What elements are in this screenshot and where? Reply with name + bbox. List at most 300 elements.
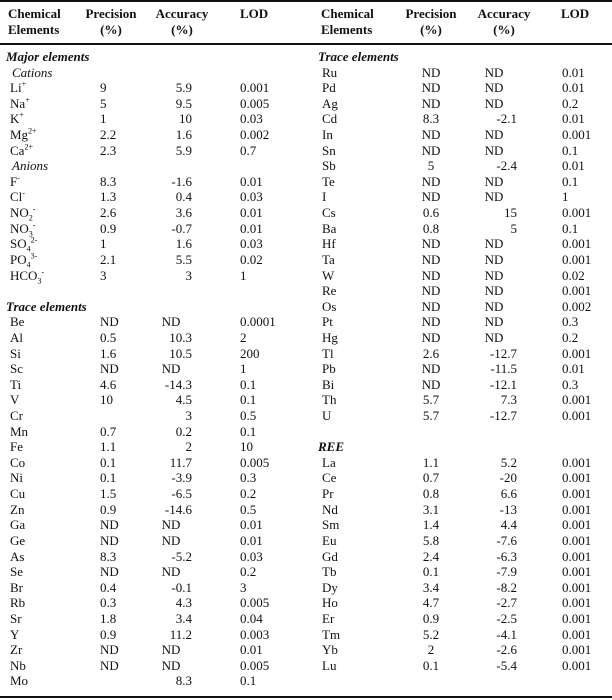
lod-cell: 0.01 xyxy=(240,205,263,221)
element-symbol: Bi xyxy=(322,376,335,392)
element-symbol: Mn xyxy=(10,423,29,439)
element-name xyxy=(10,314,24,330)
superscript: 3- xyxy=(30,251,38,261)
lod-cell: 0.2 xyxy=(562,95,579,111)
lod-cell: 0.01 xyxy=(240,642,263,658)
element-symbol: Nb xyxy=(10,657,26,673)
lod-cell: 0.5 xyxy=(240,501,257,517)
lod-cell: 0.02 xyxy=(562,267,585,283)
element-name xyxy=(10,392,19,408)
precision-cell: 3.1 xyxy=(422,501,440,517)
accuracy-cell: 5 xyxy=(510,220,517,236)
lod-cell: 0.002 xyxy=(562,298,592,314)
element-symbol: NO xyxy=(10,220,29,236)
header-precision xyxy=(404,6,458,38)
table-row xyxy=(0,533,306,549)
table-row xyxy=(0,517,306,533)
table-row xyxy=(306,111,612,127)
lod-cell: 0.001 xyxy=(240,80,270,96)
element-name xyxy=(10,143,33,159)
header-line: Chemical xyxy=(321,6,374,21)
subsection-heading: Anions xyxy=(12,158,49,174)
element-name xyxy=(322,221,336,237)
element-name xyxy=(10,642,22,658)
accuracy-cell: -12.7 xyxy=(489,345,517,361)
element-name xyxy=(10,408,23,424)
precision-cell: 4.7 xyxy=(422,595,440,611)
table-body-right xyxy=(306,49,612,673)
lod-cell: 0.001 xyxy=(562,626,592,642)
element-name xyxy=(322,330,338,346)
precision-cell: 10 xyxy=(100,392,113,408)
table-row xyxy=(0,470,306,486)
header-line: (%) xyxy=(493,22,515,37)
accuracy-cell: -2.4 xyxy=(496,158,517,174)
lod-cell: 0.001 xyxy=(562,486,592,502)
precision-cell: 0.9 xyxy=(100,220,117,236)
lod-cell: 3 xyxy=(240,579,247,595)
header-accuracy xyxy=(476,6,532,38)
element-symbol: Fe xyxy=(10,439,23,455)
accuracy-cell: -20 xyxy=(499,470,517,486)
lod-cell: 0.03 xyxy=(240,111,263,127)
accuracy-cell: -6.5 xyxy=(171,486,192,502)
element-symbol: Na xyxy=(10,95,26,111)
element-symbol: Zr xyxy=(10,642,23,658)
precision-cell: ND xyxy=(100,642,119,658)
element-symbol: Gd xyxy=(322,548,338,564)
lod-cell: 0.005 xyxy=(240,595,270,611)
table-row xyxy=(306,470,612,486)
accuracy-cell: -8.2 xyxy=(496,579,517,595)
element-name xyxy=(322,658,336,674)
accuracy-cell: -0.7 xyxy=(171,220,192,236)
table-row xyxy=(0,80,306,96)
precision-cell: 5.2 xyxy=(422,626,440,642)
table-row xyxy=(0,595,306,611)
section-heading-row xyxy=(306,49,612,65)
element-symbol: U xyxy=(322,408,332,424)
lod-cell: 0.001 xyxy=(562,595,592,611)
element-name xyxy=(322,65,337,81)
precision-cell: 0.9 xyxy=(100,626,117,642)
element-name xyxy=(322,299,336,315)
accuracy-cell: -1.6 xyxy=(171,173,192,189)
table-row xyxy=(306,627,612,643)
accuracy-cell: 10.3 xyxy=(169,329,192,345)
accuracy-cell: -2.1 xyxy=(496,111,517,127)
precision-cell: 0.3 xyxy=(100,595,117,611)
table-row xyxy=(0,502,306,518)
accuracy-cell: ND xyxy=(484,127,504,143)
accuracy-cell: ND xyxy=(161,361,181,377)
precision-cell: 8.3 xyxy=(422,111,440,127)
superscript: + xyxy=(25,95,30,105)
precision-cell: 0.8 xyxy=(422,486,440,502)
precision-cell: ND xyxy=(421,142,441,158)
superscript: 2+ xyxy=(24,142,33,152)
precision-cell: ND xyxy=(421,329,441,345)
lod-cell: 0.001 xyxy=(562,392,592,408)
element-name xyxy=(10,658,26,674)
accuracy-cell: 3.4 xyxy=(175,610,192,626)
section-heading: REE xyxy=(318,439,345,455)
precision-cell: ND xyxy=(100,361,119,377)
lod-cell: 0.01 xyxy=(240,173,263,189)
precision-cell: 1.6 xyxy=(100,345,117,361)
element-name xyxy=(10,564,23,580)
element-name xyxy=(322,549,338,565)
element-symbol: Tl xyxy=(322,345,334,361)
element-name xyxy=(322,361,336,377)
accuracy-cell: -2.7 xyxy=(496,595,517,611)
accuracy-cell: 5.9 xyxy=(175,142,192,158)
accuracy-cell: ND xyxy=(161,314,181,330)
lod-cell: 0.02 xyxy=(240,251,263,267)
element-name xyxy=(10,673,28,689)
table-row xyxy=(0,611,306,627)
precision-cell: 0.9 xyxy=(422,610,440,626)
table-row xyxy=(306,455,612,471)
element-symbol: Er xyxy=(322,610,335,626)
precision-cell: 0.7 xyxy=(100,423,117,439)
subsection-row xyxy=(0,158,306,174)
element-symbol: Pb xyxy=(322,361,336,377)
table-row xyxy=(306,346,612,362)
accuracy-cell: ND xyxy=(484,298,504,314)
table-row xyxy=(0,580,306,596)
superscript: - xyxy=(41,267,45,277)
lod-cell: 0.3 xyxy=(562,376,579,392)
superscript: - xyxy=(32,220,36,230)
accuracy-cell: -5.4 xyxy=(496,657,517,673)
header-line: Accuracy xyxy=(477,6,531,21)
lod-cell: 0.1 xyxy=(240,423,257,439)
precision-cell: 0.1 xyxy=(100,470,117,486)
lod-cell: 0.5 xyxy=(240,408,257,424)
element-name xyxy=(10,455,25,471)
lod-cell: 0.001 xyxy=(562,127,592,143)
accuracy-cell: 1.6 xyxy=(175,236,192,252)
accuracy-cell: -0.1 xyxy=(171,579,192,595)
table-row xyxy=(306,642,612,658)
accuracy-cell: ND xyxy=(161,657,181,673)
element-symbol: Os xyxy=(322,298,337,314)
table-row xyxy=(0,143,306,159)
precision-cell: 4.6 xyxy=(100,376,117,392)
element-symbol: Mo xyxy=(10,673,29,689)
table-row xyxy=(306,314,612,330)
precision-cell: ND xyxy=(100,657,119,673)
lod-cell: 0.03 xyxy=(240,189,263,205)
header-line: (%) xyxy=(100,22,122,37)
accuracy-cell: 15 xyxy=(504,205,517,221)
precision-cell: 1.1 xyxy=(422,454,440,470)
table-row xyxy=(306,299,612,315)
accuracy-cell: 1.6 xyxy=(175,127,192,143)
element-symbol: Pr xyxy=(322,486,334,502)
table-row xyxy=(0,346,306,362)
subscript: 3 xyxy=(37,276,42,286)
lod-cell: 0.1 xyxy=(240,376,257,392)
precision-cell: 1.8 xyxy=(100,610,117,626)
element-symbol: Ta xyxy=(322,251,335,267)
element-symbol: Cd xyxy=(322,111,338,127)
superscript: 2- xyxy=(30,235,38,245)
header-lod xyxy=(240,6,268,22)
lod-cell: 0.1 xyxy=(240,673,257,689)
header-line: LOD xyxy=(561,6,590,21)
element-name xyxy=(10,502,24,518)
element-name xyxy=(322,517,339,533)
table-row xyxy=(306,658,612,674)
precision-cell: ND xyxy=(421,236,441,252)
superscript: - xyxy=(32,204,36,214)
element-symbol: Yb xyxy=(322,642,338,658)
element-symbol: Rb xyxy=(10,595,26,611)
lod-cell: 0.005 xyxy=(240,454,270,470)
element-symbol: Sb xyxy=(322,158,336,174)
lod-cell: 0.1 xyxy=(562,220,579,236)
precision-cell: ND xyxy=(100,314,119,330)
element-symbol: As xyxy=(10,548,25,564)
element-name xyxy=(322,408,331,424)
header-line: Elements xyxy=(8,22,60,37)
table-row xyxy=(0,189,306,205)
accuracy-cell: 4.3 xyxy=(175,595,192,611)
subscript: 2 xyxy=(28,213,33,223)
accuracy-cell: 2 xyxy=(185,439,192,455)
element-name xyxy=(10,330,23,346)
table-row xyxy=(0,455,306,471)
precision-cell: 0.9 xyxy=(100,501,117,517)
table-row xyxy=(306,580,612,596)
element-name xyxy=(322,502,338,518)
element-symbol: Tb xyxy=(322,564,337,580)
accuracy-cell: 3 xyxy=(185,267,192,283)
element-name xyxy=(10,127,37,143)
element-name xyxy=(10,439,23,455)
precision-cell: ND xyxy=(421,376,441,392)
table-row xyxy=(306,252,612,268)
precision-cell: 5.7 xyxy=(422,392,440,408)
element-name xyxy=(322,268,334,284)
precision-cell: 5.7 xyxy=(422,408,440,424)
header-precision xyxy=(84,6,138,38)
element-symbol: Br xyxy=(10,579,23,595)
table-row xyxy=(306,205,612,221)
precision-cell: ND xyxy=(421,127,441,143)
section-heading: Trace elements xyxy=(318,49,399,64)
element-symbol: Ce xyxy=(322,470,337,486)
table-row xyxy=(306,408,612,424)
precision-cell: 5 xyxy=(427,158,435,174)
element-name xyxy=(322,236,336,252)
element-name xyxy=(322,455,336,471)
lod-cell: 0.005 xyxy=(240,657,270,673)
element-name xyxy=(10,595,25,611)
spacer-row xyxy=(306,424,612,440)
element-symbol: Cl xyxy=(10,189,23,205)
precision-cell: 8.3 xyxy=(100,548,117,564)
element-name xyxy=(322,470,336,486)
accuracy-cell: 5.9 xyxy=(175,80,192,96)
lod-cell: 0.001 xyxy=(562,579,592,595)
table-row xyxy=(306,221,612,237)
element-name xyxy=(322,392,336,408)
element-name xyxy=(10,189,25,205)
element-symbol: Ag xyxy=(322,95,338,111)
accuracy-cell: 5.2 xyxy=(500,454,517,470)
superscript: + xyxy=(21,79,27,89)
accuracy-cell: -2.6 xyxy=(496,642,517,658)
lod-cell: 0.001 xyxy=(562,251,592,267)
accuracy-cell: ND xyxy=(484,189,504,205)
element-symbol: La xyxy=(322,454,336,470)
element-symbol: Mg xyxy=(10,127,29,143)
table-row xyxy=(0,314,306,330)
precision-cell: 0.5 xyxy=(100,329,117,345)
accuracy-cell: 5.5 xyxy=(175,251,192,267)
precision-cell: 5.8 xyxy=(422,532,440,548)
lod-cell: 0.001 xyxy=(562,236,592,252)
lod-cell: 0.001 xyxy=(562,532,592,548)
accuracy-cell: -14.3 xyxy=(164,376,192,392)
header-line: Elements xyxy=(321,22,373,37)
precision-cell: 0.7 xyxy=(422,470,440,486)
table-row xyxy=(0,486,306,502)
element-symbol: Pd xyxy=(322,80,336,96)
precision-cell: ND xyxy=(421,298,441,314)
lod-cell: 0.2 xyxy=(240,564,257,580)
element-name xyxy=(322,111,337,127)
precision-cell: ND xyxy=(421,251,441,267)
table-row xyxy=(0,252,306,268)
header-line: Precision xyxy=(85,6,137,21)
element-symbol: Cr xyxy=(10,408,23,424)
element-symbol: V xyxy=(10,392,20,408)
element-symbol: Nd xyxy=(322,501,338,517)
table-row xyxy=(0,221,306,237)
table-row xyxy=(306,65,612,81)
element-name xyxy=(10,627,19,643)
precision-cell: ND xyxy=(421,361,441,377)
table-row xyxy=(306,361,612,377)
accuracy-cell: -2.5 xyxy=(496,610,517,626)
table-row xyxy=(306,158,612,174)
table-row xyxy=(0,330,306,346)
element-symbol: Zn xyxy=(10,501,25,517)
accuracy-cell: ND xyxy=(484,267,504,283)
element-symbol: Ti xyxy=(10,376,22,392)
table-row xyxy=(306,486,612,502)
lod-cell: 0.1 xyxy=(562,173,579,189)
lod-cell: 0.01 xyxy=(562,80,585,96)
accuracy-cell: 11.7 xyxy=(169,454,192,470)
lod-cell: 0.002 xyxy=(240,127,270,143)
table-row xyxy=(306,330,612,346)
element-name xyxy=(10,252,37,268)
accuracy-cell: ND xyxy=(484,236,504,252)
precision-cell: ND xyxy=(100,517,119,533)
element-symbol: Ni xyxy=(10,470,23,486)
element-symbol: Hg xyxy=(322,329,338,345)
element-name xyxy=(322,533,336,549)
lod-cell: 0.01 xyxy=(562,361,585,377)
header-line: (%) xyxy=(420,22,442,37)
table-row xyxy=(306,174,612,190)
element-name xyxy=(10,517,25,533)
accuracy-cell: 4.4 xyxy=(500,517,517,533)
lod-cell: 0.1 xyxy=(240,392,257,408)
element-name xyxy=(322,80,336,96)
section-heading-row xyxy=(0,49,306,65)
element-name xyxy=(10,80,26,96)
lod-cell: 0.001 xyxy=(562,548,592,564)
element-name xyxy=(322,564,336,580)
accuracy-cell: ND xyxy=(161,642,181,658)
accuracy-cell: -6.3 xyxy=(496,548,517,564)
lod-cell: 0.003 xyxy=(240,626,270,642)
superscript: + xyxy=(19,111,24,121)
table-row xyxy=(306,96,612,112)
lod-cell: 1 xyxy=(240,267,247,283)
element-name xyxy=(322,611,334,627)
precision-cell: 1.5 xyxy=(100,486,117,502)
element-name xyxy=(322,158,336,174)
accuracy-cell: 3.6 xyxy=(175,205,192,221)
element-symbol: I xyxy=(322,189,327,205)
lod-cell: 0.001 xyxy=(562,501,592,517)
table-row xyxy=(0,549,306,565)
accuracy-cell: 8.3 xyxy=(175,673,192,689)
precision-cell: ND xyxy=(421,95,441,111)
precision-cell: 8.3 xyxy=(100,173,117,189)
element-name xyxy=(322,143,336,159)
header-line: Chemical xyxy=(8,6,61,21)
lod-cell: 0.001 xyxy=(562,657,592,673)
lod-cell: 0.001 xyxy=(562,345,592,361)
element-symbol: Ru xyxy=(322,64,338,80)
accuracy-cell: -5.2 xyxy=(171,548,192,564)
accuracy-cell: ND xyxy=(484,80,504,96)
accuracy-cell: -13 xyxy=(499,501,517,517)
element-symbol: Al xyxy=(10,329,23,345)
table-row xyxy=(0,424,306,440)
element-symbol: PO xyxy=(10,251,27,267)
accuracy-cell: 4.5 xyxy=(175,392,192,408)
header-lod xyxy=(561,6,589,22)
accuracy-cell: ND xyxy=(484,314,504,330)
section-heading-row xyxy=(0,299,306,315)
element-symbol: K xyxy=(10,111,20,127)
accuracy-cell: ND xyxy=(484,142,504,158)
lod-cell: 0.001 xyxy=(562,408,592,424)
accuracy-cell: 11.2 xyxy=(169,626,192,642)
lod-cell: 1 xyxy=(562,189,569,205)
lod-cell: 0.01 xyxy=(562,64,585,80)
table-row xyxy=(306,236,612,252)
precision-cell: 1 xyxy=(100,236,107,252)
table-row xyxy=(0,408,306,424)
precision-cell: 1.3 xyxy=(100,189,117,205)
element-name xyxy=(10,486,25,502)
accuracy-cell: 0.2 xyxy=(175,423,192,439)
element-symbol: F xyxy=(10,173,18,189)
precision-cell: ND xyxy=(421,189,441,205)
precision-cell: 1 xyxy=(100,111,107,127)
element-symbol: Y xyxy=(10,626,20,642)
